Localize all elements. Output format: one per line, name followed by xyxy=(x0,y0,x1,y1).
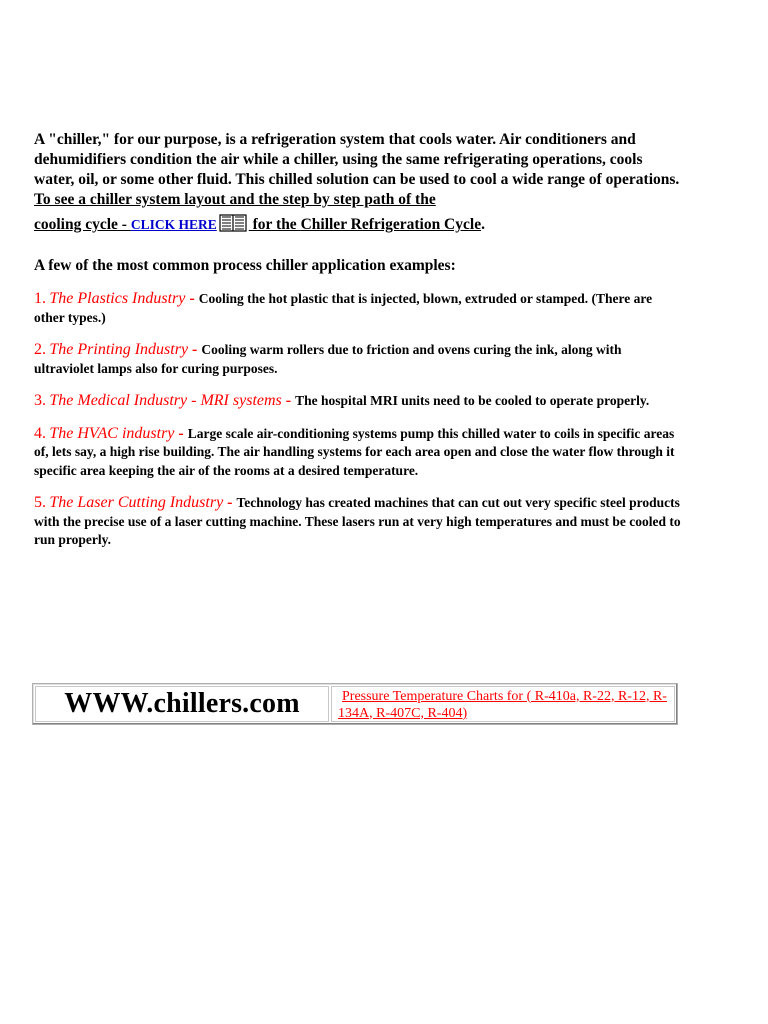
book-icon[interactable] xyxy=(219,214,247,238)
application-title: The HVAC industry xyxy=(49,424,175,442)
application-dash: - xyxy=(174,424,188,442)
application-title: The Medical Industry - MRI systems xyxy=(49,392,282,409)
applications-heading: A few of the most common process chiller application examples: xyxy=(34,257,456,274)
application-number: 4. xyxy=(34,424,46,442)
application-item xyxy=(34,425,684,481)
application-title: The Laser Cutting Industry xyxy=(49,494,224,511)
application-dash: - xyxy=(223,494,237,511)
application-number: 1. xyxy=(34,290,46,307)
application-number: 2. xyxy=(34,341,46,358)
application-description: Cooling warm rollers due to friction and ovens curing the ink, along with ultraviolet lamps also for curing purposes. xyxy=(34,342,622,376)
application-item xyxy=(34,494,684,550)
cycle-link-text-2[interactable]: cooling cycle - xyxy=(34,216,131,233)
end-period: . xyxy=(481,216,485,233)
application-item xyxy=(34,341,684,378)
site-name: WWW.chillers.com xyxy=(64,688,300,719)
cycle-link-text-1[interactable]: To see a chiller system layout and the step by step path of the xyxy=(34,191,436,208)
application-description: The hospital MRI units need to be cooled to operate properly. xyxy=(295,393,650,408)
application-number: 5. xyxy=(34,494,46,511)
application-dash: - xyxy=(188,341,202,358)
application-dash: - xyxy=(281,392,296,409)
application-title: The Plastics Industry xyxy=(49,290,186,307)
footer-table xyxy=(32,683,678,725)
application-description: Technology has created machines that can cut out very specific steel products with the precise use of a laser cutting machine. These lasers run at very high temperatures and must be cooled to run properly. xyxy=(34,495,681,547)
application-title: The Printing Industry xyxy=(49,341,189,358)
intro-paragraph xyxy=(34,130,684,238)
cycle-title[interactable]: Chiller Refrigeration Cycle xyxy=(300,216,482,233)
after-link-text: for the xyxy=(248,216,301,233)
application-number: 3. xyxy=(34,392,46,409)
click-here-link[interactable]: CLICK HERE xyxy=(130,217,217,232)
intro-text: A "chiller," for our purpose, is a refrigeration system that cools water. Air conditioners and dehumidifiers condition the air while a chiller, using the same refrigerating operations, cools water, oil, or some other fluid. This chilled solution can be used to cool a wide range of operations. xyxy=(34,131,680,188)
footer-link-cell xyxy=(331,686,675,722)
pressure-temperature-charts-link[interactable]: Pressure Temperature Charts for ( R-410a, R-22, R-12, R-134A, R-407C, R-404) xyxy=(338,688,667,721)
application-description: Large scale air-conditioning systems pump this chilled water to coils in specific areas of, lets say, a high rise building. The air handling systems for each area open and close the water flow through it specific area keeping the air of the rooms at a desired temperature. xyxy=(34,425,675,478)
application-item xyxy=(34,392,684,411)
footer-site-cell xyxy=(35,686,329,722)
application-dash: - xyxy=(185,290,199,307)
application-item xyxy=(34,290,684,327)
main-content xyxy=(34,130,684,550)
application-description: Cooling the hot plastic that is injected, blown, extruded or stamped. (There are other types.) xyxy=(34,291,653,325)
